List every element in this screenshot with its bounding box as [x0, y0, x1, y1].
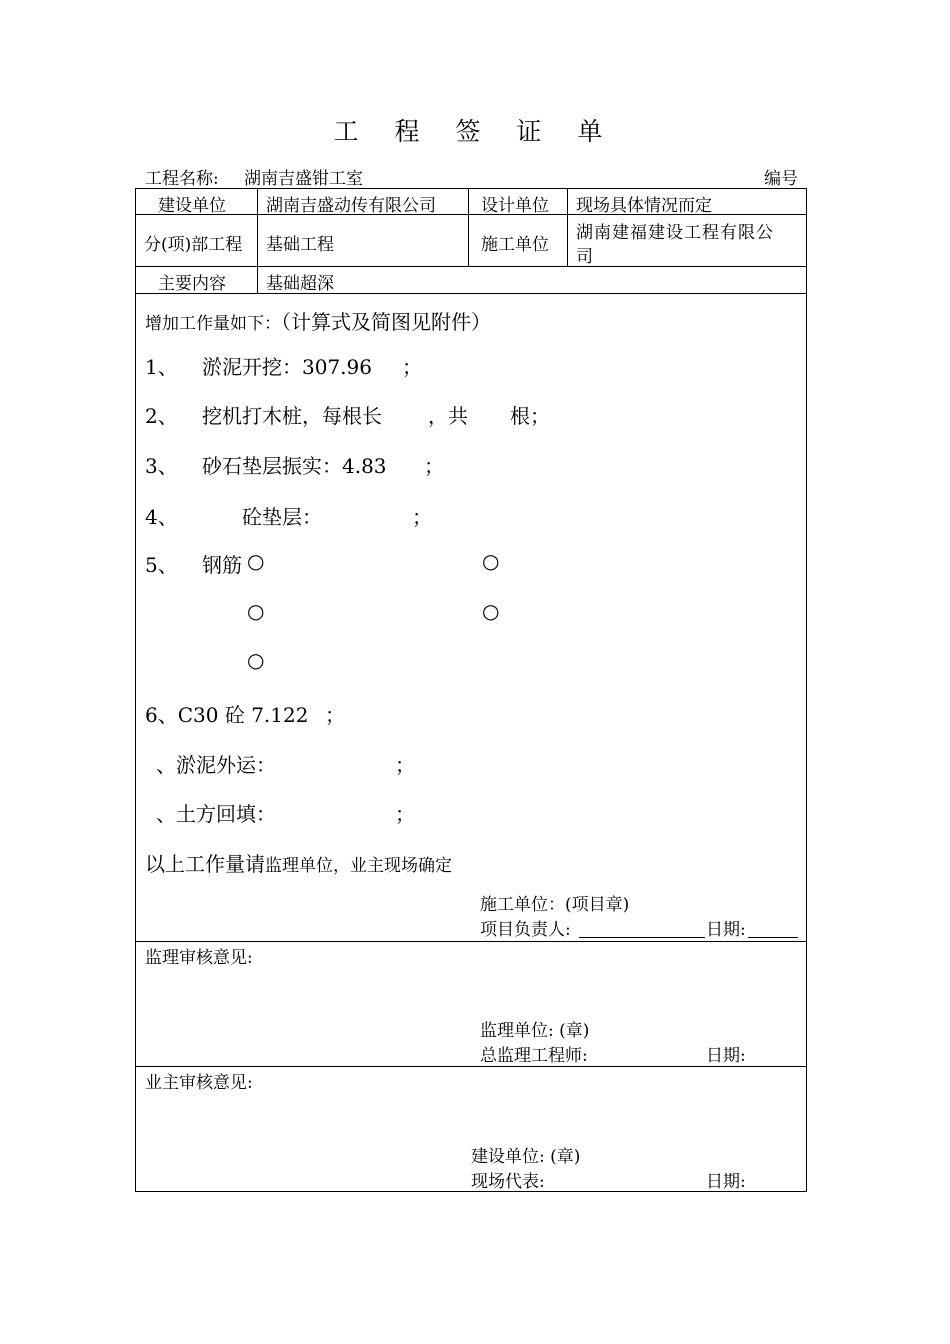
intro-small: 增加工作量如下：	[145, 314, 281, 334]
item1-end: ；	[402, 355, 422, 379]
content-value: 基础超深	[266, 274, 334, 294]
item3-end: ；	[424, 454, 444, 478]
table-rule	[567, 188, 568, 266]
document-title: 工 程 签 证 单	[333, 117, 617, 146]
item7-end: ；	[395, 753, 415, 777]
pm-date-label: 日期:	[706, 920, 746, 940]
circle-icon: ○	[247, 549, 265, 573]
circle-icon: ○	[247, 599, 265, 623]
item-number: 2、	[145, 404, 178, 428]
item6-text: 6、C30 砼 7.122	[145, 703, 309, 727]
item7-text: 、淤泥外运：	[156, 753, 276, 777]
subproject-value: 基础工程	[266, 235, 334, 255]
number-label: 编号	[764, 169, 798, 189]
pm-signature-line	[579, 919, 705, 938]
builder-value: 湖南吉盛动传有限公司	[266, 196, 436, 216]
table-rule	[257, 188, 258, 293]
item-number: 5、	[145, 553, 178, 577]
item5-text: 钢筋	[202, 553, 242, 577]
item4-text: 砼垫层：	[242, 505, 322, 529]
table-rule	[135, 266, 807, 267]
contractor-label: 施工单位	[481, 235, 549, 255]
item-number: 4、	[145, 505, 178, 529]
supervision-date-label: 日期:	[706, 1046, 746, 1066]
item3-text: 砂石垫层振实：4.83	[202, 454, 387, 478]
contractor-value-line2: 司	[576, 247, 593, 267]
item1-text: 淤泥开挖：307.96	[202, 355, 372, 379]
confirm-text	[145, 848, 452, 877]
circle-icon: ○	[482, 549, 500, 573]
designer-value: 现场具体情况而定	[576, 196, 712, 216]
site-rep-label: 现场代表:	[471, 1172, 545, 1192]
confirm-big: 以上工作量请	[145, 852, 265, 876]
content-label: 主要内容	[158, 274, 226, 294]
designer-label: 设计单位	[481, 196, 549, 216]
item6-end: ；	[325, 703, 345, 727]
item-number: 3、	[145, 454, 178, 478]
confirm-small: 监理单位，业主现场确定	[265, 856, 452, 876]
pm-date-line	[748, 919, 798, 938]
owner-date-label: 日期:	[706, 1172, 746, 1192]
item8-text: 、土方回填：	[156, 802, 276, 826]
item2-text-b: ，共	[428, 404, 468, 428]
pm-label: 项目负责人:	[480, 920, 571, 940]
supervision-unit-seal: 监理单位: (章)	[480, 1021, 590, 1041]
project-name-label: 工程名称:	[145, 169, 219, 189]
chief-engineer-label: 总监理工程师:	[480, 1046, 588, 1066]
supervision-opinion-label: 监理审核意见:	[145, 948, 253, 968]
item2-text-c: 根；	[510, 404, 550, 428]
item4-end: ；	[412, 505, 432, 529]
item8-end: ；	[395, 802, 415, 826]
table-rule	[468, 188, 469, 266]
contractor-seal: 施工单位：(项目章)	[480, 895, 630, 915]
item2-text-a: 挖机打木桩，每根长	[202, 404, 382, 428]
circle-icon: ○	[247, 648, 265, 672]
circle-icon: ○	[482, 599, 500, 623]
section-rule	[135, 1066, 807, 1067]
table-rule	[135, 293, 807, 294]
project-name-value: 湖南吉盛钳工室	[244, 169, 363, 189]
intro-big: （计算式及简图见附件）	[281, 310, 491, 334]
subproject-label: 分(项)部工程	[144, 235, 243, 255]
intro-text	[145, 306, 491, 335]
owner-opinion-label: 业主审核意见:	[145, 1073, 253, 1093]
section-rule	[135, 941, 807, 942]
item-number: 1、	[145, 355, 178, 379]
owner-unit-seal: 建设单位: (章)	[471, 1147, 581, 1167]
builder-label: 建设单位	[158, 196, 226, 216]
contractor-value-line1: 湖南建福建设工程有限公	[576, 223, 774, 243]
